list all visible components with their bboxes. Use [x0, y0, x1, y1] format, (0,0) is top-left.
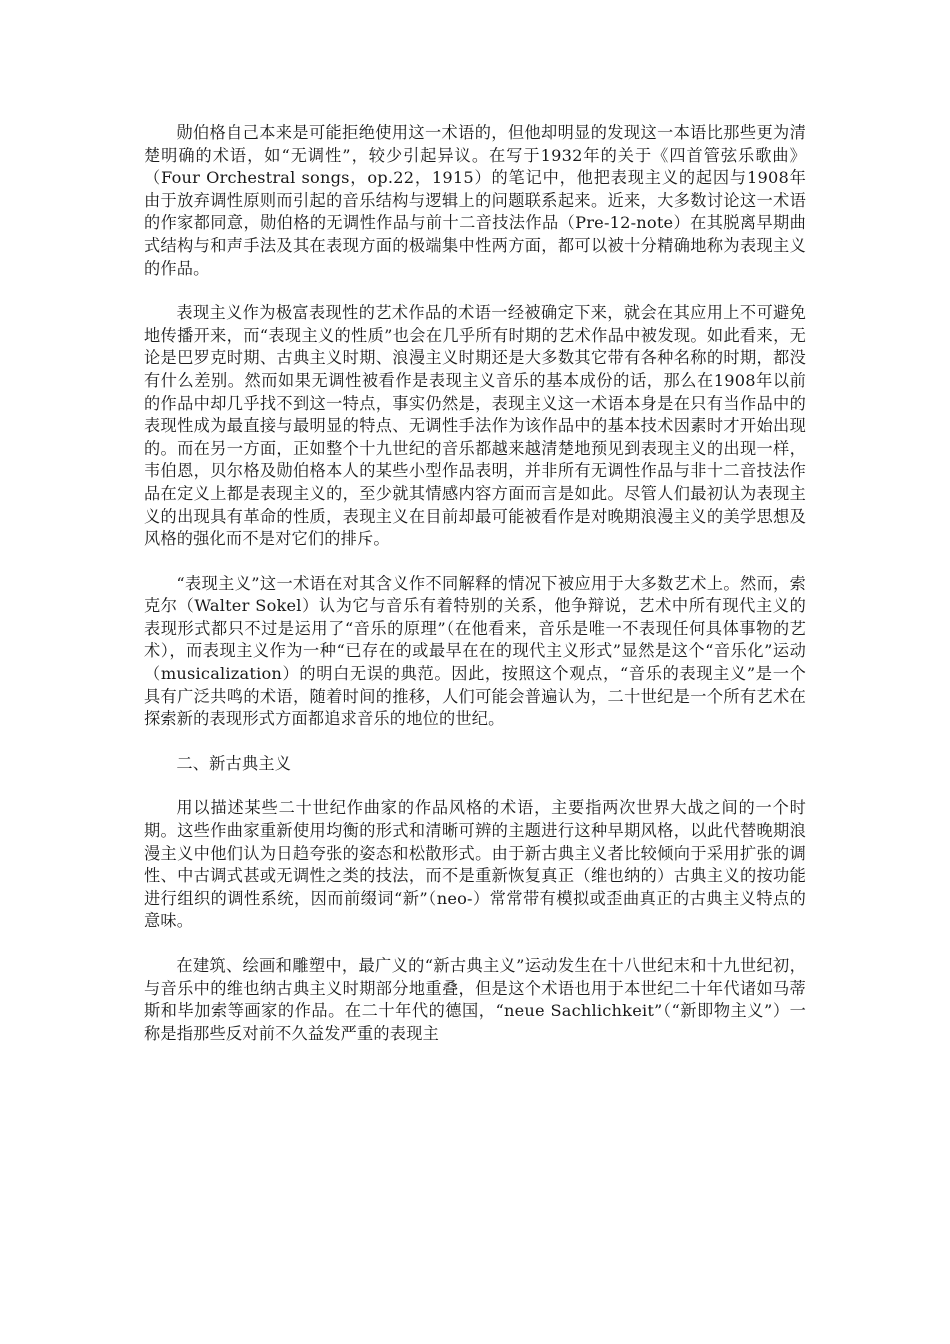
paragraph-expressionism-spread: 表现主义作为极富表现性的艺术作品的术语一经被确定下来，就会在其应用上不可避免地传播开来，而“表现主义的性质”也会在几乎所有时期的艺术作品中被发现。如此看来，无论是巴罗克时期、古典主义时期、浪漫主义时期还是大多数其它带有各种名称的时期，都没有什么差别。然而如果无调性被看作是表现主义音乐的基本成份的话，那么在1908年以前的作品中却几乎找不到这一特点，事实仍然是，表现主义这一术语本身是在只有当作品中的表现性成为最直接与最明显的特点、无调性手法作为该作品中的基本技术因素时才开始出现的。而在另一方面，正如整个十九世纪的音乐都越来越清楚地预见到表现主义的出现一样，韦伯恩，贝尔格及勋伯格本人的某些小型作品表明，并非所有无调性作品与非十二音技法作品在定义上都是表现主义的，至少就其情感内容方面而言是如此。尽管人们最初认为表现主义的出现具有革命的性质，表现主义在目前却最可能被看作是对晚期浪漫主义的美学思想及风格的强化而不是对它们的排斥。: [144, 303, 806, 549]
paragraph-schoenberg-term: 勋伯格自己本来是可能拒绝使用这一术语的，但他却明显的发现这一本语比那些更为清楚明确的术语，如“无调性”，较少引起异议。在写于1932年的关于《四首管弦乐歌曲》（Four Orchestral songs，op.22，1915）的笔记中，他把表现主义的起因与1908年由于放弃调性原则而引起的音乐结构与逻辑上的问题联系起来。近来，大多数讨论这一术语的作家都同意，勋伯格的无调性作品与前十二音技法作品（Pre-12-note）在其脱离早期曲式结构与和声手法及其在表现方面的极端集中性两方面，都可以被十分精确地称为表现主义的作品。: [144, 123, 806, 278]
section-heading-neoclassicism: 二、新古典主义: [176, 753, 292, 773]
paragraph-neoclassicism-definition: 用以描述某些二十世纪作曲家的作品风格的术语，主要指两次世界大战之间的一个时期。这些作曲家重新使用均衡的形式和清晰可辨的主题进行这种早期风格，以此代替晚期浪漫主义中他们认为日趋夸张的姿态和松散形式。由于新古典主义者比较倾向于采用扩张的调性、中古调式甚或无调性之类的技法，而不是重新恢复真正（维也纳的）古典主义的按功能进行组织的调性系统，因而前缀词“新”（neo-）常常带有模拟或歪曲真正的古典主义特点的意味。: [144, 798, 806, 931]
document-page: [144, 122, 806, 1067]
paragraph-neoclassicism-visual-arts: 在建筑、绘画和雕塑中，最广义的“新古典主义”运动发生在十八世纪末和十九世纪初，与音乐中的维也纳古典主义时期部分地重叠，但是这个术语也用于本世纪二十年代诸如马蒂斯和毕加索等画家的作品。在二十年代的德国，“neue Sachlichkeit”（“新即物主义”）一称是指那些反对前不久益发严重的表现主: [144, 956, 806, 1043]
paragraph-expressionism-arts: “表现主义”这一术语在对其含义作不同解释的情况下被应用于大多数艺术上。然而，索克尔（Walter Sokel）认为它与音乐有着特别的关系，他争辩说，艺术中所有现代主义的表现形式都只不过是运用了“音乐的原理”（在他看来，音乐是唯一不表现任何具体事物的艺术），而表现主义作为一种“已存在的或最早在在的现代主义形式”显然是这个“音乐化”运动（musicalization）的明白无误的典范。因此，按照这个观点，“音乐的表现主义”是一个具有广泛共鸣的术语，随着时间的推移，人们可能会普遍认为，二十世纪是一个所有艺术在探索新的表现形式方面都追求音乐的地位的世纪。: [144, 573, 806, 729]
